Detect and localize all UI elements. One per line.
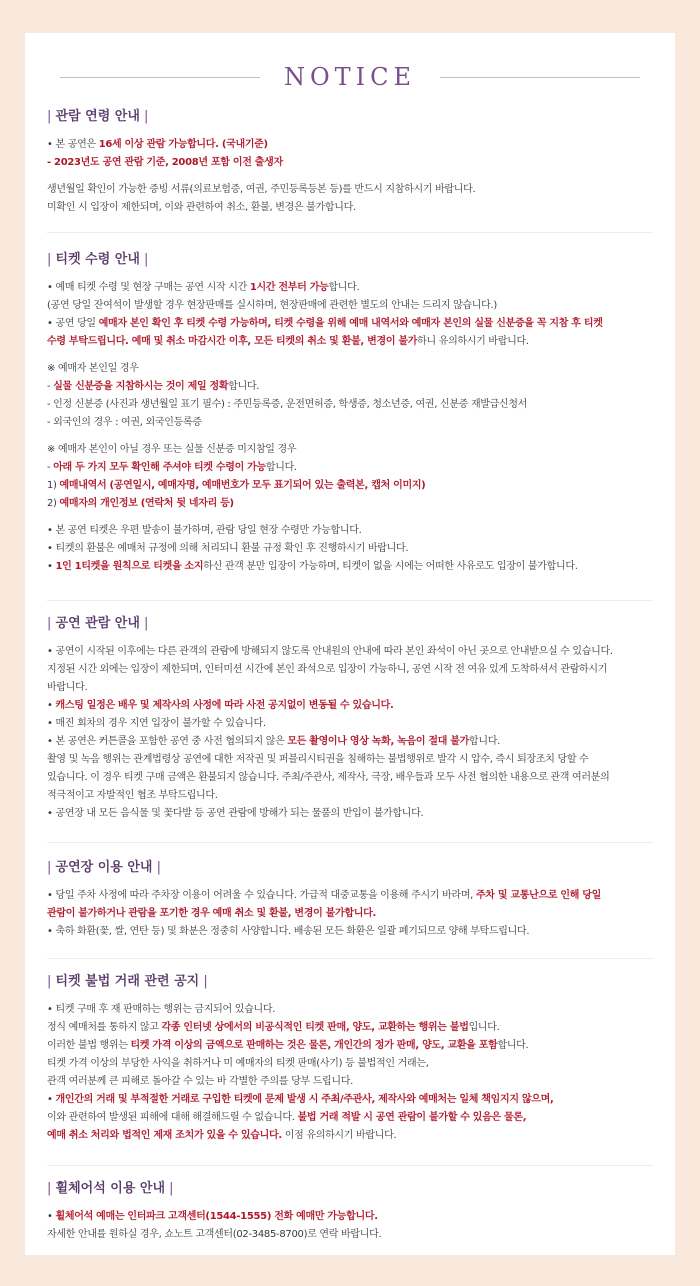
section-divider [47, 842, 653, 843]
notice-line [47, 1055, 655, 1073]
notice-line [47, 715, 655, 733]
notice-header [25, 63, 675, 93]
notice-line [47, 378, 655, 396]
title-bar-left: | [47, 252, 56, 267]
highlight-text: 실물 신분증을 지참하시는 것이 제일 정확 [53, 381, 229, 392]
title-bar-left: | [47, 1181, 56, 1196]
title-bar-right: | [152, 860, 161, 875]
body-text: • 예매 티켓 수령 및 현장 구매는 공연 시작 시간 [47, 282, 250, 293]
notice-line [47, 1226, 655, 1244]
notice-line [47, 396, 655, 414]
notice-line [47, 414, 655, 432]
title-bar-right: | [139, 109, 149, 124]
highlight-text: 아래 두 가지 모두 확인해 주셔야 티켓 수령이 가능 [53, 462, 266, 473]
highlight-text: 1인 1티켓을 원칙으로 티켓을 소지 [55, 561, 204, 572]
spacer [47, 351, 655, 360]
body-text: ※ 예매자 본인일 경우 [47, 363, 139, 374]
body-text: • [47, 1094, 56, 1105]
body-text: • 축하 화환(꽃, 쌀, 연탄 등) 및 화분은 정중히 사양합니다. 배송된 모든 화환은 일괄 폐기되므로 양해 부탁드립니다. [47, 926, 530, 937]
notice-line [47, 787, 655, 805]
notice-line [47, 315, 655, 333]
notice-line [47, 154, 655, 172]
body-text: 정식 예매처를 통하지 않고 [47, 1022, 162, 1033]
body-text: (공연 당일 잔여석이 발생할 경우 현장판매를 실시하며, 현장판매에 관련한 별도의 안내는 드리지 않습니다.) [47, 300, 497, 311]
notice-line [47, 887, 655, 905]
title-bar-left: | [47, 860, 56, 875]
notice-line [47, 540, 655, 558]
highlight-text: 예매 취소 처리와 법적인 제재 조치가 있을 수 있습니다. [47, 1130, 282, 1141]
body-text: 촬영 및 녹음 행위는 관계법령상 공연에 대한 저작권 및 퍼블리시티권을 침해하는 불법행위로 발각 시 압수, 즉시 퇴장조치 당할 수 [47, 754, 589, 765]
section-title [47, 108, 655, 126]
body-text: 하신 관객 분만 입장이 가능하며, 티켓이 없을 시에는 어떠한 사유로도 입장이 불가합니다. [203, 561, 578, 572]
notice-line [47, 733, 655, 751]
section-4 [47, 859, 655, 941]
title-bar-right: | [139, 616, 149, 631]
section-divider [47, 958, 653, 959]
notice-line [47, 769, 655, 787]
section-title-text: 공연장 이용 안내 [55, 860, 153, 875]
notice-line [47, 1091, 655, 1109]
spacer [47, 432, 655, 441]
body-text: • 공연이 시작된 이후에는 다른 관객의 관람에 방해되지 않도록 안내원의 안내에 따라 본인 좌석이 아닌 곳으로 안내받으실 수 있습니다. [47, 646, 613, 657]
highlight-text: - 2023년도 공연 관람 기준, 2008년 포함 이전 출생자 [47, 157, 283, 168]
title-bar-right: | [165, 1181, 174, 1196]
section-title-text: 관람 연령 안내 [55, 109, 140, 124]
body-text: 지정된 시간 외에는 입장이 제한되며, 인터미션 시간에 본인 좌석으로 입장이 가능하니, 공연 시작 전 여유 있게 도착하셔서 관람하시기 [47, 664, 608, 675]
notice-line [47, 1037, 655, 1055]
body-text: 합니다. [497, 1040, 529, 1051]
title-bar-right: | [199, 974, 208, 989]
header-divider-left [60, 77, 260, 78]
section-title-text: 티켓 수령 안내 [55, 252, 140, 267]
highlight-text: 수령 부탁드립니다. 예매 및 취소 마감시간 이후, 모든 티켓의 취소 및 환불, 변경이 불가 [47, 336, 418, 347]
section-3 [47, 615, 655, 823]
body-text: • 티켓의 환불은 예매처 규정에 의해 처리되니 환불 규정 확인 후 진행하시기 바랍니다. [47, 543, 409, 554]
body-text: 바랍니다. [47, 682, 88, 693]
section-title [47, 615, 655, 633]
body-text: 1) [47, 480, 60, 491]
section-title-text: 휠체어석 이용 안내 [55, 1181, 166, 1196]
notice-line [47, 905, 655, 923]
body-text: ※ 예매자 본인이 아닐 경우 또는 실물 신분증 미지참일 경우 [47, 444, 297, 455]
highlight-text: 예매자 본인 확인 후 티켓 수령 가능하며, 티켓 수령을 위해 예매 내역서와 예매자 본인의 실물 신분증을 꼭 지참 후 티켓 [98, 318, 603, 329]
notice-line [47, 805, 655, 823]
notice-line [47, 297, 655, 315]
section-title [47, 973, 655, 991]
body-text: 자세한 안내를 원하실 경우, 쇼노트 고객센터(02-3485-8700)로 연락 바랍니다. [47, 1229, 382, 1240]
body-text: 합니다. [265, 462, 297, 473]
body-text: 이러한 불법 행위는 [47, 1040, 131, 1051]
notice-line [47, 1001, 655, 1019]
body-text: 이와 관련하여 발생된 피해에 대해 해결해드릴 수 없습니다. [47, 1112, 298, 1123]
notice-card [25, 33, 675, 1255]
section-title [47, 1180, 655, 1198]
section-5 [47, 973, 655, 1145]
section-1 [47, 108, 655, 217]
body-text: • 매진 회차의 경우 지연 입장이 불가할 수 있습니다. [47, 718, 266, 729]
notice-line [47, 751, 655, 769]
spacer [47, 172, 655, 181]
highlight-text: 예매자의 개인정보 (연락처 뒷 네자리 등) [59, 498, 234, 509]
notice-line [47, 136, 655, 154]
body-text: - 외국인의 경우 : 여권, 외국인등록증 [47, 417, 202, 428]
body-text: 합니다. [328, 282, 360, 293]
notice-line [47, 279, 655, 297]
body-text: 이점 유의하시기 바랍니다. [281, 1130, 397, 1141]
highlight-text: 예매내역서 (공연일시, 예매자명, 예매번호가 모두 표기되어 있는 출력본, 캡처 이미지) [59, 480, 426, 491]
section-divider [47, 1165, 653, 1166]
body-text: 합니다. [469, 736, 500, 747]
notice-line [47, 477, 655, 495]
highlight-text: 캐스팅 일정은 배우 및 제작사의 사정에 따라 사전 공지없이 변동될 수 있습니다. [55, 700, 394, 711]
body-text: 있습니다. 이 경우 티켓 구매 금액은 환불되지 않습니다. 주최/주관사, 제작사, 극장, 배우들과 모두 사전 협의한 내용으로 관객 여러분의 [47, 772, 610, 783]
section-6 [47, 1180, 655, 1244]
body-text: 2) [47, 498, 60, 509]
notice-line [47, 1208, 655, 1226]
body-text: 생년월일 확인이 가능한 증빙 서류(의료보험증, 여권, 주민등록등본 등)를 반드시 지참하시기 바랍니다. [47, 184, 476, 195]
body-text: • 당일 주차 사정에 따라 주차장 이용이 어려울 수 있습니다. 가급적 대중교통을 이용해 주시기 바라며, [47, 890, 476, 901]
body-text: - 인정 신분증 (사진과 생년월일 표기 필수) : 주민등록증, 운전면허증, 학생증, 청소년증, 여권, 신분증 재발급신청서 [47, 399, 528, 410]
spacer [47, 513, 655, 522]
body-text: 입니다. [468, 1022, 500, 1033]
body-text: • [47, 561, 56, 572]
title-bar-left: | [47, 974, 56, 989]
body-text: • 공연장 내 모든 음식물 및 꽃다발 등 공연 관람에 방해가 되는 물품의 반입이 불가합니다. [47, 808, 424, 819]
body-text: - [47, 462, 54, 473]
highlight-text: 1시간 전부터 가능 [249, 282, 329, 293]
notice-line [47, 441, 655, 459]
body-text: • [47, 700, 56, 711]
body-text: 관객 여러분께 큰 피해로 돌아갈 수 있는 바 각별한 주의를 당부 드립니다. [47, 1076, 353, 1087]
body-text: 미확인 시 입장이 제한되며, 이와 관련하여 취소, 환불, 변경은 불가합니다. [47, 202, 356, 213]
highlight-text: 주차 및 교통난으로 인해 당일 [475, 890, 601, 901]
section-title-text: 공연 관람 안내 [55, 616, 140, 631]
body-text: • 본 공연은 [47, 139, 99, 150]
body-text: 적극적이고 자발적인 협조 부탁드립니다. [47, 790, 218, 801]
notice-line [47, 333, 655, 351]
section-divider [47, 232, 653, 233]
body-text: - [47, 381, 54, 392]
notice-line [47, 495, 655, 513]
highlight-text: 16세 이상 관람 가능합니다. (국내기준) [98, 139, 268, 150]
title-bar-right: | [139, 252, 149, 267]
highlight-text: 휠체어석 예매는 인터파크 고객센터(1544-1555) 전화 예매만 가능합니다. [55, 1211, 378, 1222]
section-2 [47, 251, 655, 576]
notice-line [47, 360, 655, 378]
highlight-text: 티켓 가격 이상의 금액으로 판매하는 것은 물론, 개인간의 정가 판매, 양도, 교환을 포함 [130, 1040, 498, 1051]
notice-line [47, 923, 655, 941]
notice-line [47, 558, 655, 576]
section-title [47, 859, 655, 877]
body-text: • 본 공연은 커튼콜을 포함한 공연 중 사전 협의되지 않은 [47, 736, 288, 747]
title-bar-left: | [47, 109, 56, 124]
highlight-text: 각종 인터넷 상에서의 비공식적인 티켓 판매, 양도, 교환하는 행위는 불법 [161, 1022, 469, 1033]
body-text: 티켓 가격 이상의 부당한 사익을 취하거나 미 예매자의 티켓 판매(사기) 등 불법적인 거래는, [47, 1058, 429, 1069]
notice-line [47, 522, 655, 540]
header-divider-right [440, 77, 640, 78]
highlight-text: 불법 거래 적발 시 공연 관람이 불가할 수 있음은 물론, [297, 1112, 527, 1123]
body-text: 합니다. [228, 381, 260, 392]
notice-line [47, 697, 655, 715]
notice-line [47, 181, 655, 199]
notice-line [47, 1109, 655, 1127]
section-title-text: 티켓 불법 거래 관련 공지 [55, 974, 200, 989]
notice-line [47, 1019, 655, 1037]
notice-title: NOTICE [283, 63, 417, 91]
notice-line [47, 1127, 655, 1145]
highlight-text: 개인간의 거래 및 부적절한 거래로 구입한 티켓에 문제 발생 시 주최/주관사, 제작사와 예매처는 일체 책임지지 않으며, [55, 1094, 554, 1105]
body-text: • 티켓 구매 후 재 판매하는 행위는 금지되어 있습니다. [47, 1004, 276, 1015]
notice-line [47, 661, 655, 679]
body-text: • [47, 1211, 56, 1222]
section-divider [47, 600, 653, 601]
body-text: 하니 유의하시기 바랍니다. [417, 336, 529, 347]
title-bar-left: | [47, 616, 56, 631]
body-text: • 공연 당일 [47, 318, 99, 329]
body-text: • 본 공연 티켓은 우편 발송이 불가하며, 관람 당일 현장 수령만 가능합니다. [47, 525, 362, 536]
notice-line [47, 199, 655, 217]
notice-line [47, 1073, 655, 1091]
notice-line [47, 679, 655, 697]
notice-line [47, 643, 655, 661]
highlight-text: 관람이 불가하거나 관람을 포기한 경우 예매 취소 및 환불, 변경이 불가합니다. [47, 908, 376, 919]
section-title [47, 251, 655, 269]
notice-line [47, 459, 655, 477]
highlight-text: 모든 촬영이나 영상 녹화, 녹음이 절대 불가 [287, 736, 470, 747]
